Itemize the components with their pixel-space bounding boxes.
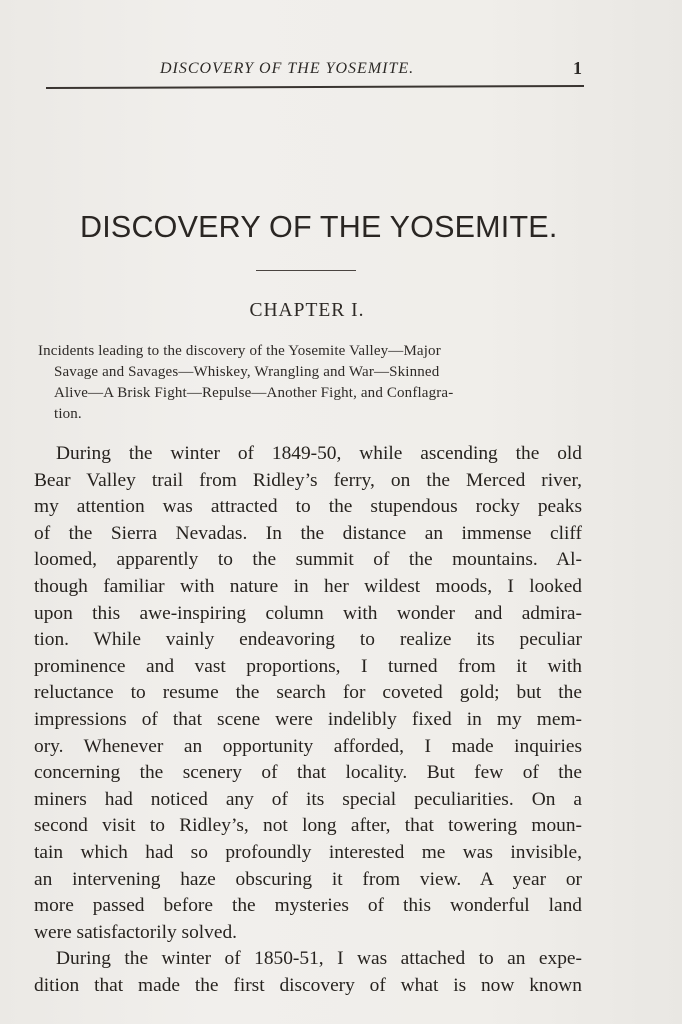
paragraph-1-line: more passed before the mysteries of this wonderful land	[34, 895, 582, 917]
paragraph-1-line: upon this awe-inspiring column with wonder and admira-	[34, 602, 582, 624]
paragraph-2-line: During the winter of 1850-51, I was attached to an expe-	[56, 948, 582, 970]
paragraph-1-line: an intervening haze obscuring it from view. A year or	[34, 868, 582, 890]
paragraph-1-line: though familiar with nature in her wildest moods, I looked	[34, 575, 582, 597]
paragraph-1-line: second visit to Ridley’s, not long after, that towering moun-	[34, 815, 582, 837]
title-divider	[256, 270, 356, 271]
paragraph-1-line: tion. While vainly endeavoring to realize its peculiar	[34, 629, 582, 651]
synopsis-line: Alive—A Brisk Fight—Repulse—Another Fight, and Conflagra-	[54, 385, 454, 401]
chapter-synopsis	[38, 341, 598, 425]
running-head	[0, 58, 682, 82]
synopsis-line: tion.	[54, 406, 82, 422]
paragraph-1-line: ory. Whenever an opportunity afforded, I made inquiries	[34, 735, 582, 757]
paragraph-1-line: During the winter of 1849-50, while ascending the old	[56, 443, 582, 464]
paragraph-1-line: impressions of that scene were indelibly fixed in my mem-	[34, 708, 582, 730]
paragraph-1-line: Bear Valley trail from Ridley’s ferry, on the Merced river,	[34, 469, 582, 491]
paragraph-1-line: were satisfactorily solved.	[34, 921, 237, 943]
header-rule	[46, 85, 584, 89]
chapter-title: DISCOVERY OF THE YOSEMITE.	[80, 210, 558, 244]
chapter-number: CHAPTER I.	[249, 300, 365, 321]
running-title: DISCOVERY OF THE YOSEMITE.	[160, 60, 415, 77]
paragraph-1-line: loomed, apparently to the summit of the mountains. Al-	[34, 549, 582, 571]
body-text	[34, 441, 594, 999]
synopsis-line: Savage and Savages—Whiskey, Wrangling and War—Skinned	[54, 364, 440, 380]
paragraph-1-line: my attention was attracted to the stupendous rocky peaks	[34, 496, 582, 518]
paragraph-1-line: prominence and vast proportions, I turned from it with	[34, 655, 582, 677]
paragraph-2-line: dition that made the first discovery of what is now known	[34, 974, 582, 996]
page-number: 1	[573, 58, 582, 78]
paragraph-1-line: miners had noticed any of its special peculiarities. On a	[34, 788, 582, 810]
paragraph-1-line: concerning the scenery of that locality. But few of the	[34, 762, 582, 784]
paragraph-1-line: tain which had so profoundly interested me was invisible,	[34, 841, 582, 863]
paragraph-1-line: reluctance to resume the search for coveted gold; but the	[34, 682, 582, 704]
synopsis-line: Incidents leading to the discovery of the Yosemite Valley—Major	[38, 343, 441, 359]
paragraph-1-line: of the Sierra Nevadas. In the distance an immense cliff	[34, 522, 582, 544]
